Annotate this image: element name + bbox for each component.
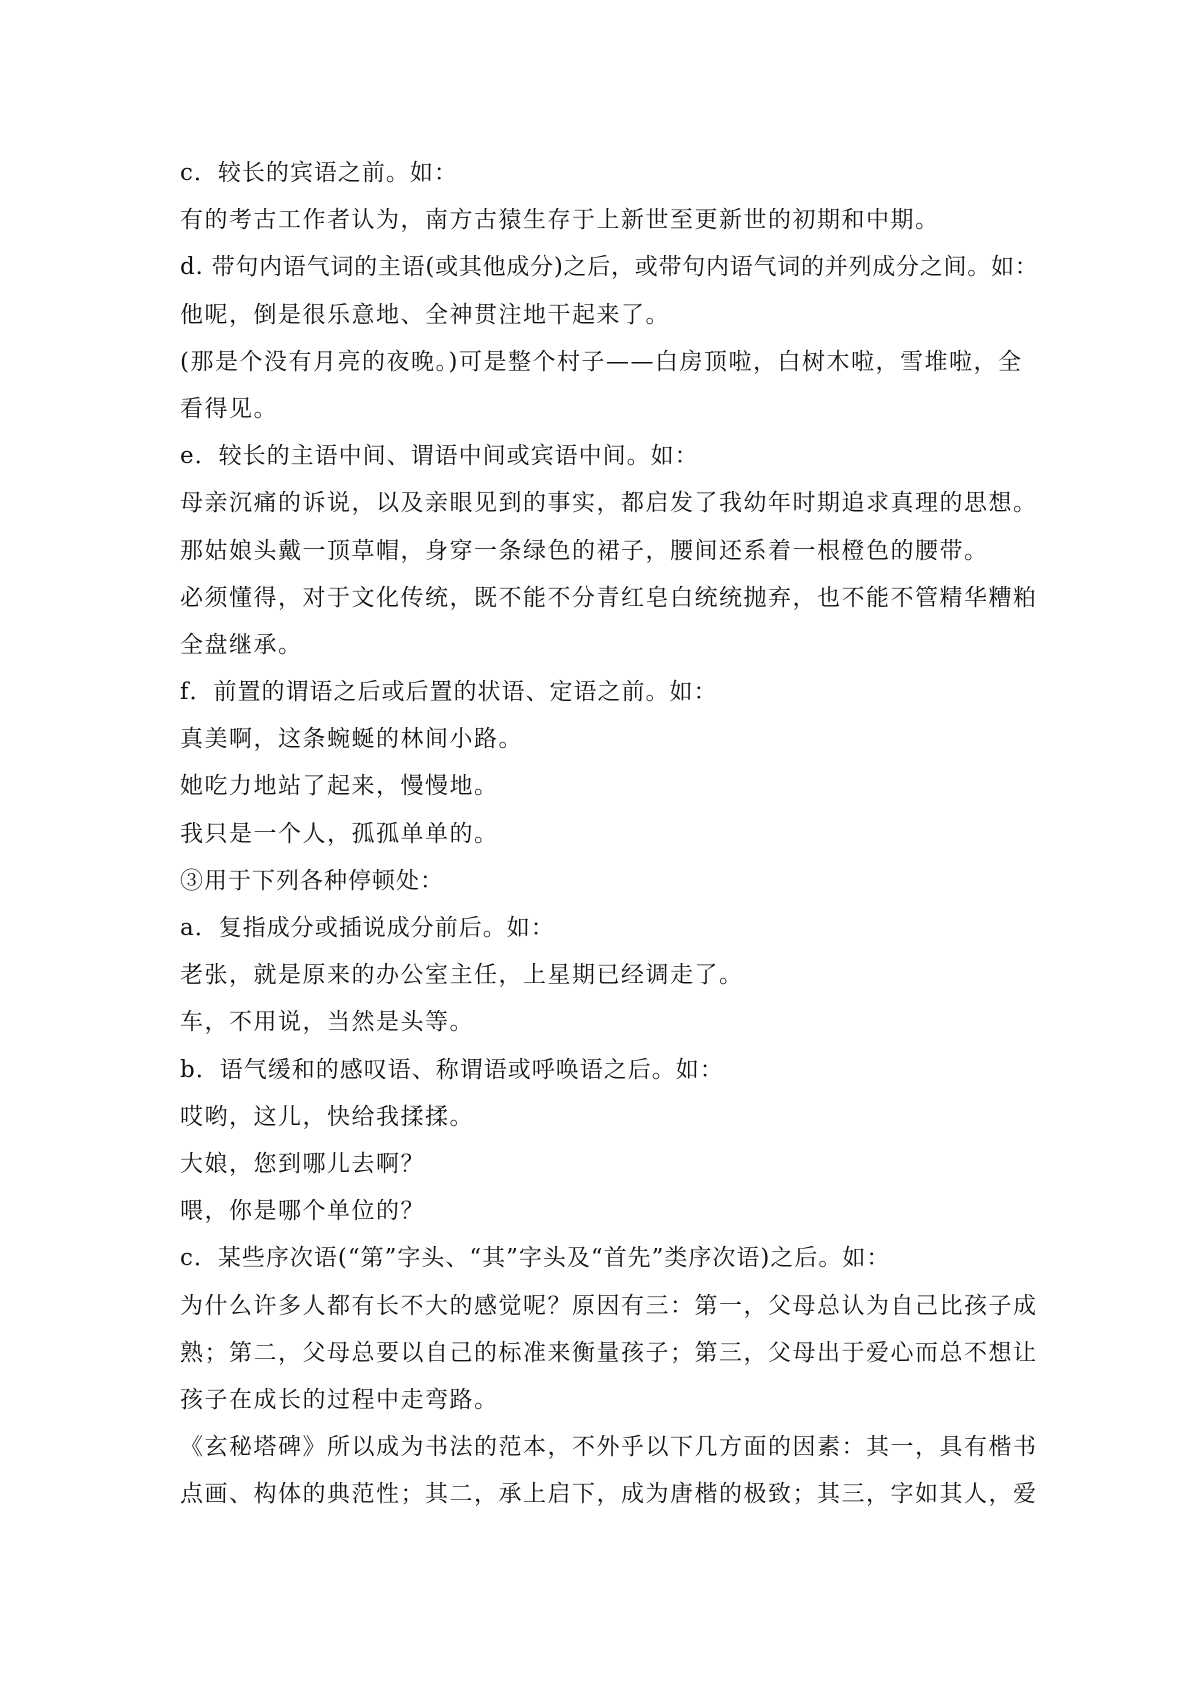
example-text-line: 大娘，您到哪儿去啊？	[180, 1150, 425, 1177]
document-body	[180, 150, 1040, 1518]
example-text-line: 有的考古工作者认为，南方古猿生存于上新世至更新世的初期和中期。	[180, 207, 940, 234]
example-text-line: 为什么许多人都有长不大的感觉呢？原因有三：第一，父母总认为自己比孩子成	[180, 1292, 1038, 1319]
section-heading-line: d. 带句内语气词的主语(或其他成分)之后，或带句内语气词的并列成分之间。如：	[180, 254, 1039, 281]
example-text-line: 熟；第二，父母总要以自己的标准来衡量孩子；第三，父母出于爱心而总不想让	[180, 1339, 1038, 1366]
example-text-line: 《玄秘塔碑》所以成为书法的范本，不外乎以下几方面的因素：其一，具有楷书	[180, 1434, 1038, 1461]
example-text-line: 那姑娘头戴一顶草帽，身穿一条绿色的裙子，腰间还系着一根橙色的腰带。	[180, 537, 989, 564]
example-text-line: 点画、构体的典范性；其二，承上启下，成为唐楷的极致；其三，字如其人，爱	[180, 1481, 1038, 1508]
example-text-line: (那是个没有月亮的夜晚。)可是整个村子——白房顶啦，白树木啦，雪堆啦，全	[180, 348, 1023, 375]
section-heading-line: f．前置的谓语之后或后置的状语、定语之前。如：	[180, 679, 718, 706]
example-text-line: 他呢，倒是很乐意地、全神贯注地干起来了。	[180, 301, 670, 328]
section-heading-line: ③用于下列各种停顿处：	[180, 867, 444, 894]
example-text-line: 我只是一个人，孤孤单单的。	[180, 820, 499, 847]
example-text-line: 必须懂得，对于文化传统，既不能不分青红皂白统统抛弃，也不能不管精华糟粕	[180, 584, 1038, 611]
example-text-line: 老张，就是原来的办公室主任，上星期已经调走了。	[180, 962, 744, 989]
example-text-line: 车，不用说，当然是头等。	[180, 1009, 474, 1036]
section-heading-line: c．较长的宾语之前。如：	[180, 160, 458, 186]
example-text-line: 真美啊，这条蜿蜒的林间小路。	[180, 726, 523, 753]
example-text-line: 看得见。	[180, 395, 278, 422]
example-text-line: 哎哟，这儿，快给我揉揉。	[180, 1103, 474, 1130]
section-heading-line: b．语气缓和的感叹语、称谓语或呼唤语之后。如：	[180, 1056, 724, 1083]
example-text-line: 孩子在成长的过程中走弯路。	[180, 1386, 499, 1413]
example-text-line: 全盘继承。	[180, 631, 303, 658]
example-text-line: 喂，你是哪个单位的？	[180, 1198, 425, 1225]
section-heading-line: e．较长的主语中间、谓语中间或宾语中间。如：	[180, 443, 699, 470]
example-text-line: 母亲沉痛的诉说，以及亲眼见到的事实，都启发了我幼年时期追求真理的思想。	[180, 490, 1038, 517]
section-heading-line: c．某些序次语(“第”字头、“其”字头及“首先”类序次语)之后。如：	[180, 1245, 891, 1272]
section-heading-line: a．复指成分或插说成分前后。如：	[180, 915, 555, 941]
example-text-line: 她吃力地站了起来，慢慢地。	[180, 773, 499, 800]
